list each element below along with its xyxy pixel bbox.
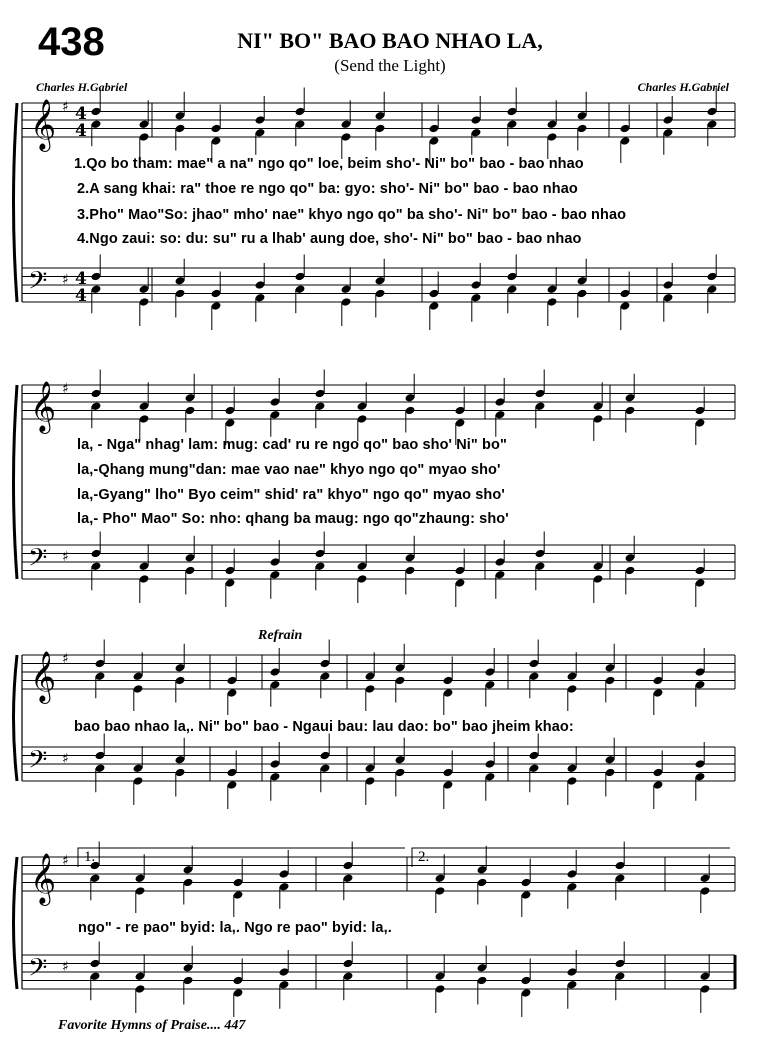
time-signature-bottom: 4 [75,121,87,141]
lyric-verse-3-line-2: la,-Gyang" lho" Byo ceim" shid' ra" khyo" ngo qo" myao sho' [77,487,505,503]
sharp-icon: ♯ [62,651,69,667]
lyric-line-3: bao bao nhao la,. Ni" bo" bao - Ngaui bau: lau dao: bo" bao jheim khao: [74,719,574,735]
treble-clef-icon: 𝄞 [30,381,57,432]
sharp-icon: ♯ [62,381,69,397]
sharp-icon: ♯ [62,549,69,565]
ending-2-label: 2. [418,849,430,865]
lyric-verse-2-line-1: 2.A sang khai: ra" thoe re ngo qo" ba: gyo: sho'- Ni" bo" bao - bao nhao [77,181,578,197]
sharp-icon: ♯ [62,853,69,869]
time-signature-top: 4 [75,104,87,124]
ending-1-label: 1. [84,849,96,865]
lyric-verse-3-line-1: 3.Pho" Mao"So: jhao" mho' nae" khyo ngo qo" ba sho'- Ni" bo" bao - bao nhao [77,207,627,223]
lyric-verse-1-line-1: 1.Qo bo tham: mae" a na" ngo qo" loe, beim sho'- Ni" bo" bao - bao nhao [74,156,584,172]
sharp-icon: ♯ [62,272,69,288]
lyric-verse-2-line-2: la,-Qhang mung"dan: mae vao nae" khyo ngo qo" myao sho' [77,462,501,478]
treble-clef-icon: 𝄞 [30,853,57,904]
bass-clef-icon: 𝄢 [28,745,48,781]
bass-clef-icon: 𝄢 [28,266,48,302]
sharp-icon: ♯ [62,99,69,115]
refrain-label: Refrain [258,628,303,643]
lyric-verse-4-line-2: la,- Pho" Mao" So: nho: qhang ba maug: ngo qo"zhaung: sho' [77,511,509,527]
brace [14,103,18,302]
brace [14,857,18,989]
music-composer: Charles H.Gabriel [637,80,729,94]
bass-clef-icon: 𝄢 [28,543,48,579]
time-signature-top: 4 [75,269,87,289]
hymn-number: 438 [38,20,105,64]
sharp-icon: ♯ [62,751,69,767]
words-author: Charles H.Gabriel [36,80,128,94]
hymn-title: NI" BO" BAO BAO NHAO LA, [237,28,543,53]
treble-clef-icon: 𝄞 [30,99,57,150]
brace [14,655,18,781]
brace [14,385,18,579]
treble-clef-icon: 𝄞 [30,651,57,702]
time-signature-bottom: 4 [75,286,87,306]
lyric-verse-4-line-1: 4.Ngo zaui: so: du: su" ru a lhab' aung doe, sho'- Ni" bo" bao - bao nhao [77,231,582,247]
bass-clef-icon: 𝄢 [28,953,48,989]
hymn-subtitle: (Send the Light) [334,56,446,75]
source-footer: Favorite Hymns of Praise.... 447 [58,1018,246,1033]
lyric-line-4: ngo" - re pao" byid: la,. Ngo re pao" byid: la,. [78,920,392,936]
lyric-verse-1-line-2: la, - Nga" nhag' lam: mug: cad' ru re ngo qo" bao sho' Ni" bo" [77,437,507,453]
sharp-icon: ♯ [62,959,69,975]
